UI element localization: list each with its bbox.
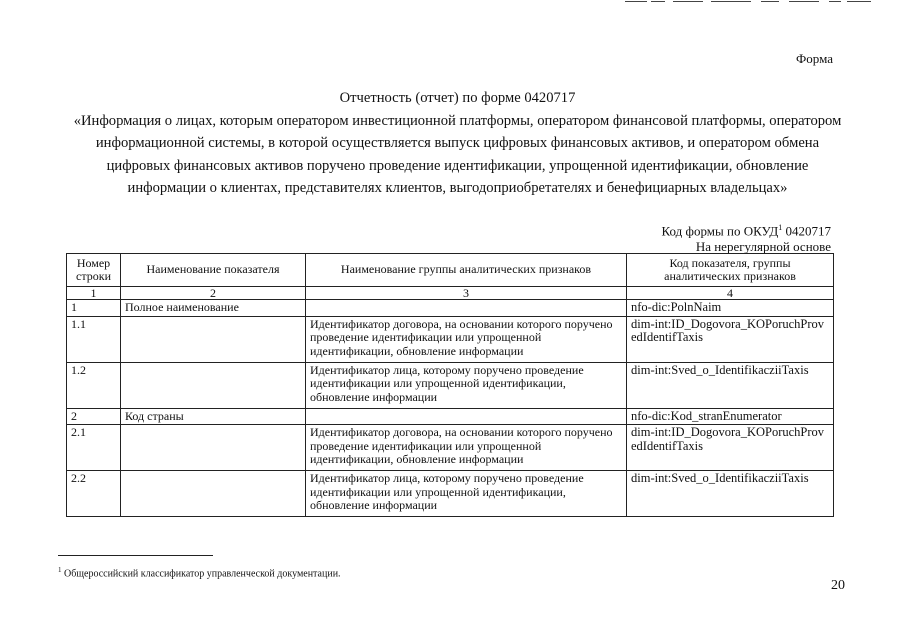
footnote (58, 566, 341, 579)
row-indicator-name: Код страны (121, 408, 306, 425)
row-code: dim-int:ID_Dogovora_KOPoruchProvedIdentifTaxis (627, 425, 834, 471)
row-code: nfo-dic:Kod_stranEnumerator (627, 408, 834, 425)
row-indicator-name (121, 471, 306, 517)
title-line-description: «Информация о лицах, которым оператором инвестиционной платформы, оператором финансовой платформы, оператором информационной системы, в которой осуществляется выпуск цифровых финансовых активов, и оператором обмена цифровых финансовых активов поручено проведение идентификации, упрощенной идентификации, обновление информации о клиентах, представителях клиентов, выгодоприобретателях и бенефициарных владельцах» (73, 112, 842, 196)
okud-footnote-mark: 1 (778, 223, 783, 232)
row-number: 2.2 (67, 471, 121, 517)
footnote-mark: 1 (58, 566, 62, 574)
row-indicator-name (121, 316, 306, 362)
header-indicator-code: Код показателя, группы аналитических признаков (627, 254, 834, 287)
title-line-report: Отчетность (отчет) по форме 0420717 (339, 90, 576, 106)
footnote-divider (58, 555, 213, 556)
report-table (66, 253, 834, 517)
table-row (67, 425, 834, 471)
row-group-name: Идентификатор лица, которому поручено проведение идентификации или упрощенной идентификации, обновление информации (306, 362, 627, 408)
table-row (67, 300, 834, 317)
okud-label: Код формы по ОКУД (661, 223, 779, 239)
row-number: 1 (67, 300, 121, 317)
table-header-row (67, 254, 834, 287)
document-title (70, 87, 845, 200)
column-number: 1 (67, 287, 121, 300)
row-group-name (306, 300, 627, 317)
form-label: Форма (796, 51, 833, 66)
row-indicator-name (121, 425, 306, 471)
row-group-name: Идентификатор договора, на основании которого поручено проведение идентификации или упрощенной идентификации, обновление информации (306, 316, 627, 362)
okud-periodicity: На нерегулярной основе (695, 239, 831, 255)
row-number: 1.2 (67, 362, 121, 408)
row-group-name: Идентификатор лица, которому поручено проведение идентификации или упрощенной идентификации, обновление информации (306, 471, 627, 517)
okud-code-line (662, 220, 831, 239)
row-code: dim-int:Sved_o_IdentifikacziiTaxis (627, 471, 834, 517)
table-row (67, 316, 834, 362)
table-row (67, 362, 834, 408)
row-group-name: Идентификатор договора, на основании которого поручено проведение идентификации или упрощенной идентификации, обновление информации (306, 425, 627, 471)
footnote-text: Общероссийский классификатор управленческой документации. (64, 568, 341, 580)
scan-artifact-lines (625, 0, 875, 8)
row-indicator-name: Полное наименование (121, 300, 306, 317)
row-code: dim-int:ID_Dogovora_KOPoruchProvedIdentifTaxis (627, 316, 834, 362)
row-number: 2.1 (67, 425, 121, 471)
row-number: 2 (67, 408, 121, 425)
header-row-number: Номер строки (67, 254, 121, 287)
table-row (67, 471, 834, 517)
column-number-row (67, 287, 834, 300)
column-number: 3 (306, 287, 627, 300)
row-code: nfo-dic:PolnNaim (627, 300, 834, 317)
okud-block (662, 220, 831, 255)
page-number: 20 (831, 578, 845, 593)
header-indicator-name: Наименование показателя (121, 254, 306, 287)
row-indicator-name (121, 362, 306, 408)
header-group-name: Наименование группы аналитических признаков (306, 254, 627, 287)
row-group-name (306, 408, 627, 425)
table-row (67, 408, 834, 425)
column-number: 2 (121, 287, 306, 300)
column-number: 4 (627, 287, 834, 300)
okud-code: 0420717 (785, 223, 831, 239)
row-code: dim-int:Sved_o_IdentifikacziiTaxis (627, 362, 834, 408)
row-number: 1.1 (67, 316, 121, 362)
